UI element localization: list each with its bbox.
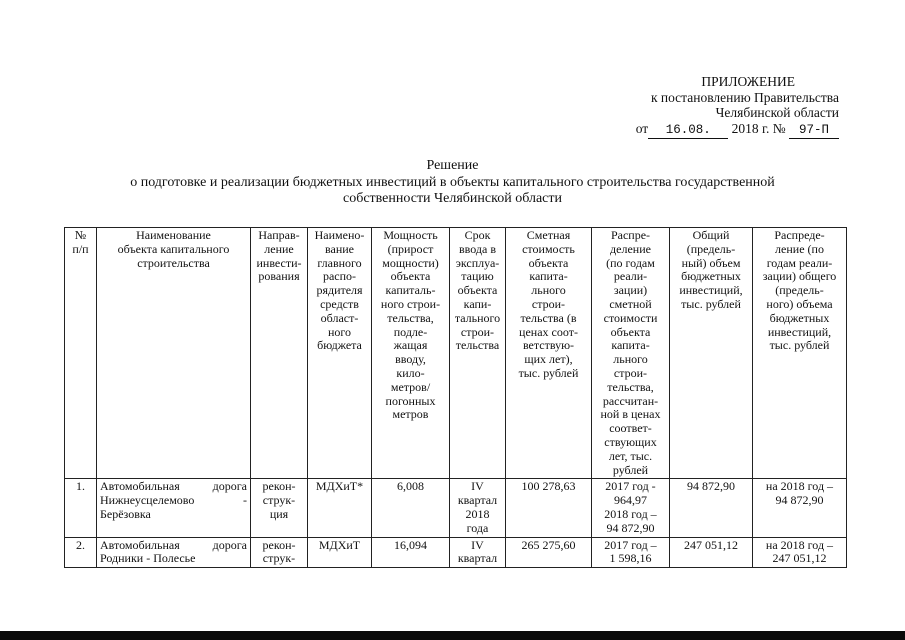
row-object-name bbox=[97, 479, 251, 537]
row-total-distribution: на 2018 год – 247 051,12 bbox=[753, 537, 847, 568]
decision-line-2: собственности Челябинской области bbox=[342, 191, 562, 206]
row-object-name-line: Родники - Полесье bbox=[100, 551, 196, 566]
appendix-line-2: Челябинской области bbox=[715, 105, 839, 120]
header-total: Общий (предель- ный) объем бюджетных инвестиций, тыс. рублей bbox=[670, 228, 753, 479]
row-distribution: 2017 год - 964,97 2018 год – 94 872,90 bbox=[592, 479, 670, 537]
row-total: 247 051,12 bbox=[670, 537, 753, 568]
header-direction: Направ- ление инвести- рования bbox=[251, 228, 308, 479]
header-capacity: Мощность (прирост мощности) объекта капиталь- ного строи- тельства, подле- жащая вводу, кило- метров/ погонных метров bbox=[372, 228, 450, 479]
appendix-number: 97-П bbox=[789, 123, 839, 140]
appendix-title: ПРИЛОЖЕНИЕ bbox=[701, 74, 795, 89]
row-term: IV квартал 2018 года bbox=[450, 479, 506, 537]
table-header-row bbox=[65, 228, 847, 479]
investment-table bbox=[64, 227, 847, 568]
appendix-block bbox=[636, 74, 839, 139]
row-object-name-line: Автомобильная дорога bbox=[100, 537, 247, 552]
row-num: 2. bbox=[65, 537, 97, 568]
row-term: IV квартал bbox=[450, 537, 506, 568]
header-manager: Наимено- вание главного распо- рядителя средств област- ного бюджета bbox=[308, 228, 372, 479]
row-object-name-line: Нижнеусцелемово - bbox=[100, 493, 247, 508]
row-distribution: 2017 год – 1 598,16 bbox=[592, 537, 670, 568]
appendix-prefix: от bbox=[635, 120, 649, 136]
row-total-distribution: на 2018 год – 94 872,90 bbox=[753, 479, 847, 537]
row-num: 1. bbox=[65, 479, 97, 537]
appendix-date: 16.08. bbox=[648, 123, 728, 140]
header-term: Срок ввода в эксплуа- тацию объекта капи- тального строи- тельства bbox=[450, 228, 506, 479]
row-capacity: 16,094 bbox=[372, 537, 450, 568]
row-direction: рекон- струк- ция bbox=[251, 479, 308, 537]
header-num: № п/п bbox=[65, 228, 97, 479]
decision-heading bbox=[90, 158, 815, 208]
row-cost: 265 275,60 bbox=[506, 537, 592, 568]
row-object-name bbox=[97, 537, 251, 568]
row-object-name-line: Берёзовка bbox=[100, 506, 151, 521]
header-distribution: Распре- деление (по годам реали- зации) сметной стоимости объекта капита- льного строи- тельства, рассчитан- ной в ценах соответ- ствующих лет, тыс. рублей bbox=[592, 228, 670, 479]
header-total-distribution: Распреде- ление (по годам реали- зации) общего (предель- ного) объема бюджетных инвестиций, тыс. рублей bbox=[753, 228, 847, 479]
appendix-line-1: к постановлению Правительства bbox=[650, 89, 839, 105]
row-manager: МДХиТ* bbox=[308, 479, 372, 537]
appendix-year: 2018 г. № bbox=[731, 120, 786, 136]
appendix-date-line bbox=[636, 121, 839, 140]
row-cost: 100 278,63 bbox=[506, 479, 592, 537]
row-total: 94 872,90 bbox=[670, 479, 753, 537]
scan-edge-bar bbox=[0, 631, 905, 640]
header-object-name: Наименование объекта капитального строительства bbox=[97, 228, 251, 479]
table-row bbox=[65, 479, 847, 537]
row-direction: рекон- струк- bbox=[251, 537, 308, 568]
row-manager: МДХиТ bbox=[308, 537, 372, 568]
decision-line-1: о подготовке и реализации бюджетных инвестиций в объекты капитального строительства государственной bbox=[130, 174, 775, 190]
decision-title: Решение bbox=[426, 158, 479, 173]
table-row bbox=[65, 537, 847, 568]
row-capacity: 6,008 bbox=[372, 479, 450, 537]
row-object-name-line: Автомобильная дорога bbox=[100, 479, 247, 494]
header-cost: Сметная стоимость объекта капита- льного строи- тельства (в ценах соот- ветствую- щих лет), тыс. рублей bbox=[506, 228, 592, 479]
